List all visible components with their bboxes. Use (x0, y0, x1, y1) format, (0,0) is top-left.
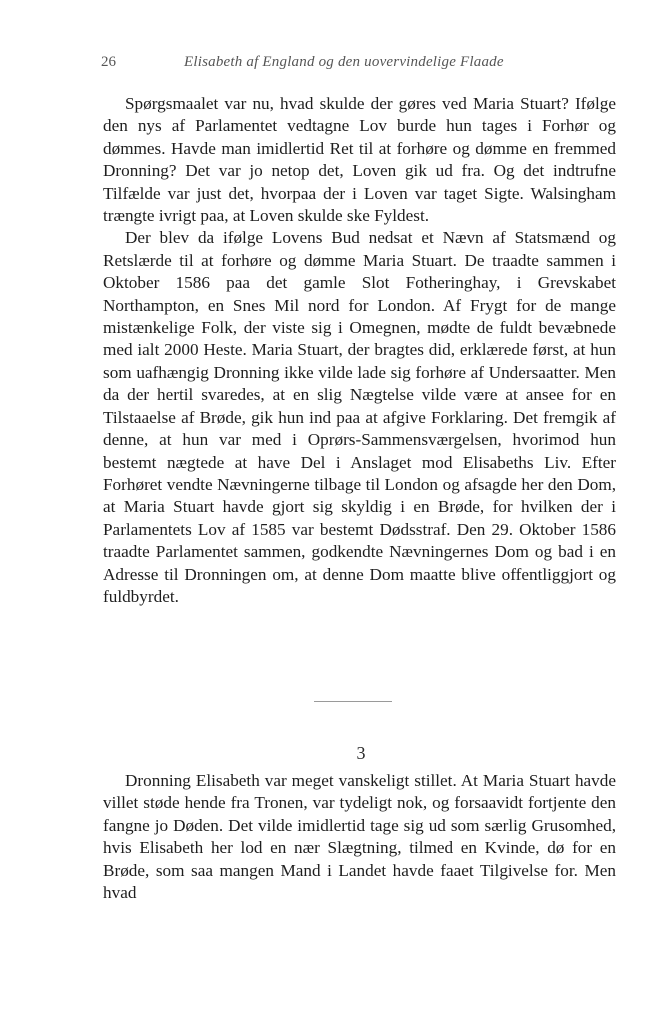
section-two-text (103, 770, 616, 904)
paragraph: Spørgsmaalet var nu, hvad skulde der gøres ved Maria Stuart? Ifølge den nys af Parlamentet vedtagne Lov burde hun tages i Forhør og dømmes. Havde man imidlertid Ret til at forhøre og dømme en fremmed Dronning? Det var jo netop det, Loven gik ud fra. Og det indtrufne Tilfælde var just det, hvorpaa der i Loven var taget Sigte. Walsingham trængte ivrigt paa, at Loven skulde ske Fyldest. (103, 94, 616, 226)
section-number: 3 (356, 743, 366, 763)
section-one-text (103, 93, 616, 608)
running-head (101, 54, 616, 76)
section-divider (314, 701, 392, 702)
paragraph: Der blev da ifølge Lovens Bud nedsat et Nævn af Statsmænd og Retslærde til at forhøre og dømme Maria Stuart. De traadte sammen i Oktober 1586 paa det gamle Slot Fotheringhay, i Grevskabet Northampton, en Snes Mil nord for London. Af Frygt for de mange mistænkelige Folk, der viste sig i Omegnen, mødte de fuldt bevæbnede med ialt 2000 Heste. Maria Stuart, der bragtes did, erklærede først, at hun som uafhængig Dronning ikke vilde lade sig forhøre af Undersaatter. Men da der hertil svaredes, at en slig Nægtelse vilde være at ansee for en Tilstaaelse af Brøde, gik hun ind paa at afgive Forklaring. Det fremgik af denne, at hun var med i Oprørs-Sammensværgelsen, hvorimod hun bestemt nægtede at have Del i Anslaget mod Elisabeths Liv. Efter Forhøret vendte Nævningerne tilbage til London og afsagde her den Dom, at Maria Stuart havde gjort sig skyldig i en Brøde, for hvilken der i Parlamentets Lov af 1585 var bestemt Dødsstraf. Den 29. Oktober 1586 traadte Parlamentet sammen, godkendte Nævningernes Dom og bad i en Adresse til Dronningen om, at denne Dom maatte blive offentliggjort og fuldbyrdet. (103, 228, 616, 606)
running-title: Elisabeth af England og den uovervindelige Flaade (184, 54, 504, 70)
paragraph: Dronning Elisabeth var meget vanskeligt stillet. At Maria Stuart havde villet støde hende fra Tronen, var tydeligt nok, og forsaavidt fortjente den fangne jo Døden. Det vilde imidlertid tage sig ud som særlig Grusomhed, hvis Elisabeth her lod en nær Slægtning, tilmed en Kvinde, dø for en Brøde, som saa mangen Mand i Landet havde faaet Tilgivelse for. Men hvad (103, 771, 616, 903)
page-number: 26 (101, 54, 116, 70)
